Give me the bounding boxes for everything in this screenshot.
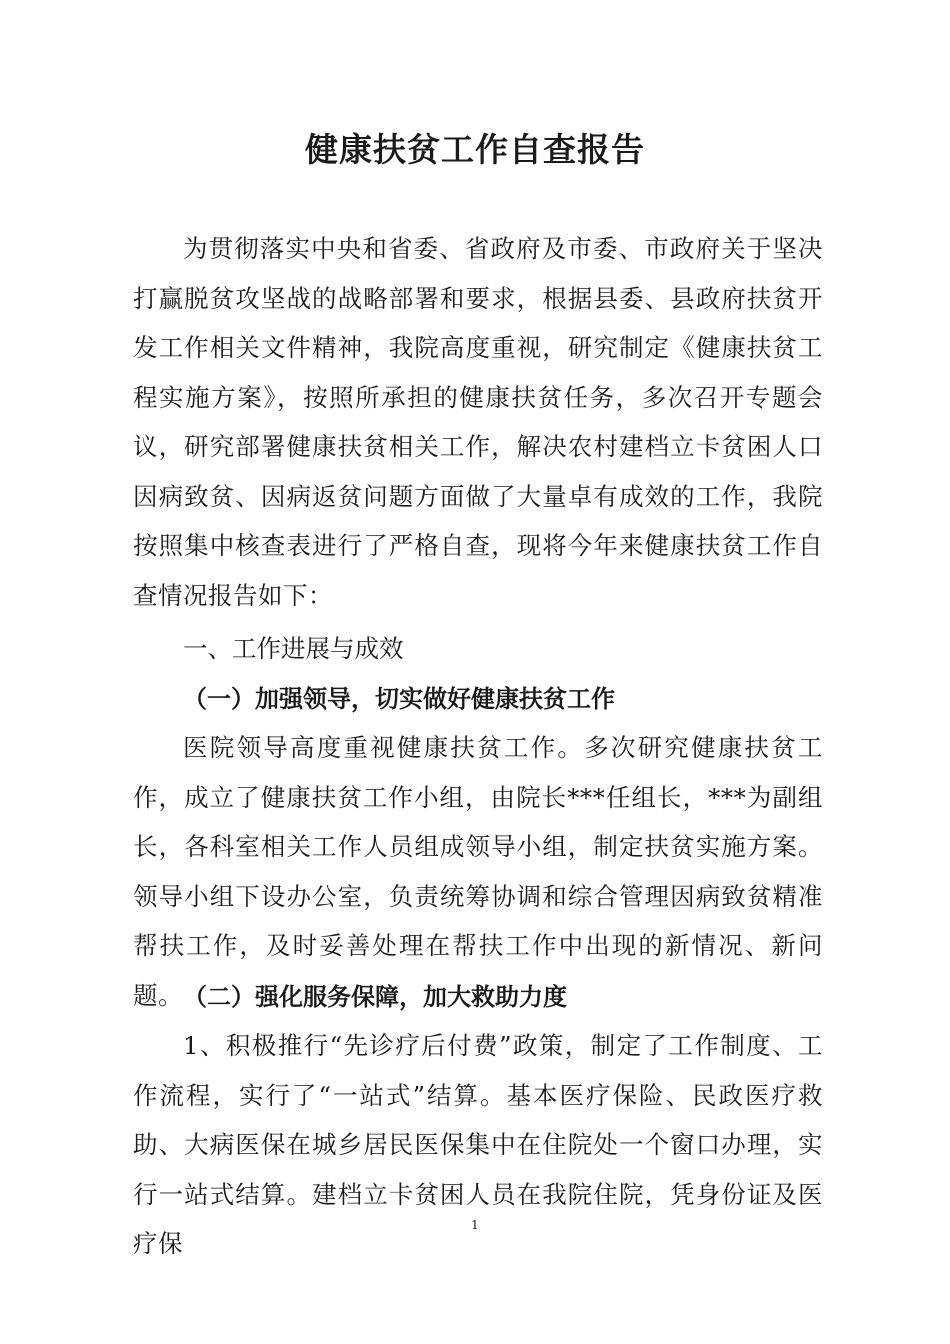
- document-title: 健康扶贫工作自查报告: [305, 130, 645, 169]
- subsection-2-item-1: 1、积极推行“先诊疗后付费”政策，制定了工作制度、工作流程，实行了“一站式”结算。基本医疗保险、民政医疗救助、大病医保在城乡居民医保集中在住院处一个窗口办理，实行一站式结算。建档立卡贫困人员在我院住院，凭身份证及医疗保: [133, 1031, 823, 1258]
- intro-paragraph: 为贯彻落实中央和省委、省政府及市委、市政府关于坚决打赢脱贫攻坚战的战略部署和要求，根据县委、县政府扶贫开发工作相关文件精神，我院高度重视，研究制定《健康扶贫工程实施方案》，按照所承担的健康扶贫任务，多次召开专题会议，研究部署健康扶贫相关工作，解决农村建档立卡贫困人口因病致贫、因病返贫问题方面做了大量卓有成效的工作，我院按照集中核查表进行了严格自查，现将今年来健康扶贫工作自查情况报告如下：: [133, 234, 823, 610]
- page-number: 1: [471, 1218, 479, 1232]
- subsection-heading-1: （一）加强领导，切实做好健康扶贫工作: [183, 684, 615, 713]
- subsection-1-paragraph: 医院领导高度重视健康扶贫工作。多次研究健康扶贫工作，成立了健康扶贫工作小组，由院长***任组长，***为副组长，各科室相关工作人员组成领导小组，制定扶贫实施方案。领导小组下设办公室，负责统筹协调和综合管理因病致贫精准帮扶工作，及时妥善处理在帮扶工作中出现的新情况、新问题。: [133, 733, 823, 1010]
- section-heading-1: 一、工作进展与成效: [183, 634, 404, 663]
- subsection-heading-2: （二）强化服务保障，加大救助力度: [183, 982, 567, 1011]
